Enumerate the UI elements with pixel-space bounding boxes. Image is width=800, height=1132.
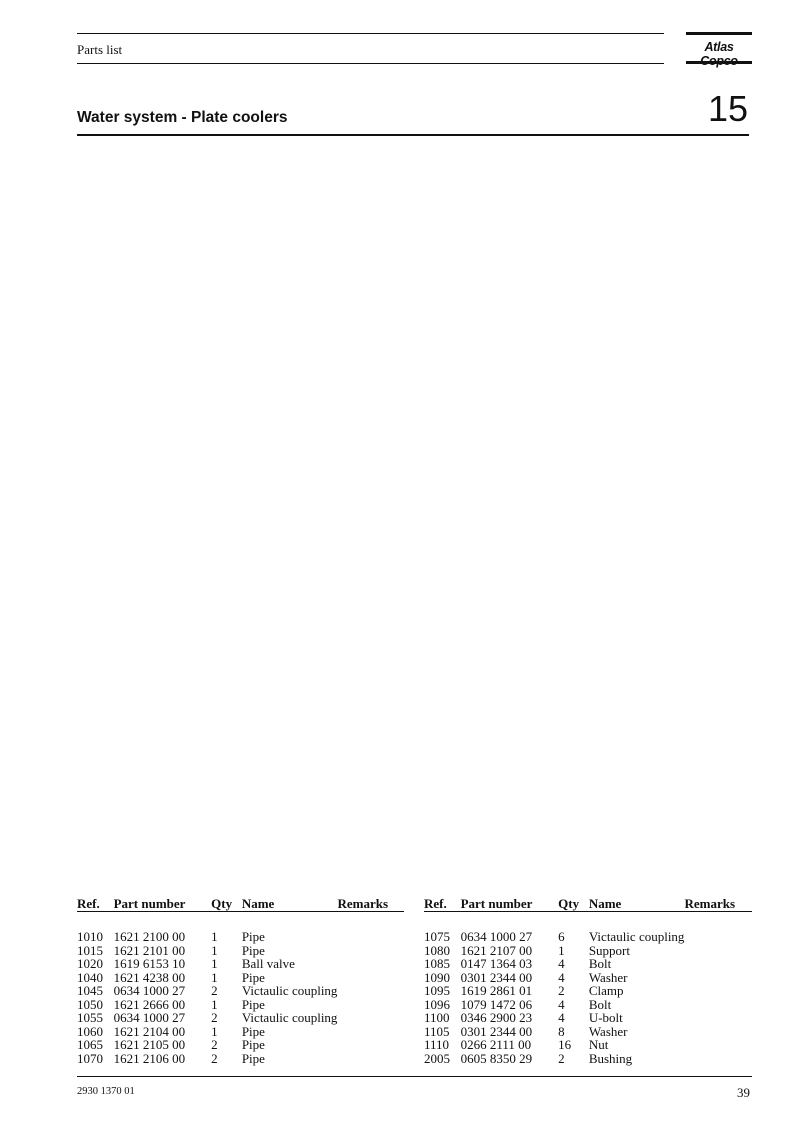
cell-part-number: 1621 2100 00: [113, 929, 186, 944]
cell-name: Washer: [588, 1023, 628, 1039]
table-row: [77, 1038, 388, 1052]
cell-remarks: [684, 1038, 735, 1052]
cell-part-number: 1619 6153 10: [113, 956, 186, 971]
cell-name: Victaulic coupling: [241, 1010, 338, 1025]
section-number: 15: [707, 88, 748, 129]
cell-name: Pipe: [241, 1037, 265, 1052]
cell-name: Pipe: [241, 942, 265, 958]
cell-remarks: [684, 984, 735, 998]
cell-qty: 6: [558, 929, 565, 944]
cell-qty: 4: [558, 996, 565, 1012]
table-row: [424, 944, 735, 958]
cell-qty: 1: [211, 956, 218, 971]
cell-part-number: 1079 1472 06: [460, 996, 533, 1012]
column-header-name: Name: [241, 896, 275, 911]
cell-part-number: 1621 4238 00: [113, 969, 186, 985]
cell-part-number: 0301 2344 00: [460, 969, 533, 985]
cell-part-number: 1621 2101 00: [113, 942, 186, 958]
table-row: [424, 957, 735, 971]
cell-qty: 2: [211, 1037, 218, 1052]
cell-part-number: 1621 2107 00: [460, 942, 533, 958]
table-row: [77, 998, 388, 1012]
cell-name: Nut: [588, 1037, 609, 1052]
cell-ref: 1070: [77, 1050, 103, 1066]
table-row: [77, 984, 388, 998]
cell-qty: 4: [558, 956, 565, 971]
table-spacer-row: [424, 912, 735, 930]
table-row: [424, 1025, 735, 1039]
logo-text: Atlas: [704, 40, 734, 54]
cell-name: Bushing: [588, 1050, 633, 1066]
header-bottom-rule: [77, 63, 664, 64]
column-header-ref: Ref.: [424, 896, 447, 911]
cell-part-number: 0634 1000 27: [113, 983, 186, 998]
cell-ref: 1055: [77, 1010, 103, 1025]
atlas-copco-logo: [686, 32, 752, 64]
header-top-rule: [77, 33, 664, 34]
cell-part-number: 1621 2666 00: [113, 996, 186, 1012]
cell-name: Washer: [588, 969, 628, 985]
cell-ref: 1100: [424, 1010, 450, 1025]
column-header-ref: Ref.: [77, 896, 100, 911]
cell-part-number: 1621 2106 00: [113, 1050, 186, 1066]
cell-remarks: [684, 930, 735, 944]
cell-qty: 16: [558, 1037, 572, 1052]
cell-ref: 1010: [77, 929, 103, 944]
cell-part-number: 1621 2105 00: [113, 1037, 186, 1052]
cell-part-number: 0605 8350 29: [460, 1050, 533, 1066]
cell-ref: 1090: [424, 969, 450, 985]
cell-remarks: [337, 957, 388, 971]
cell-qty: 8: [558, 1023, 565, 1039]
cell-qty: 1: [211, 942, 218, 958]
column-header-remarks: Remarks: [684, 896, 735, 911]
cell-ref: 1080: [424, 942, 450, 958]
cell-ref: 1065: [77, 1037, 103, 1052]
table-row: [424, 1038, 735, 1052]
cell-qty: 2: [211, 983, 218, 998]
illustration-area: [77, 140, 749, 880]
cell-remarks: [684, 998, 735, 1012]
cell-name: Victaulic coupling: [588, 929, 685, 944]
cell-ref: 1075: [424, 929, 450, 944]
cell-ref: 1020: [77, 956, 103, 971]
cell-ref: 1105: [424, 1023, 450, 1039]
parts-table-right: [424, 896, 735, 1065]
cell-part-number: 1621 2104 00: [113, 1023, 186, 1039]
section-title: Water system - Plate coolers: [77, 109, 288, 126]
column-header-part-number: Part number: [460, 896, 533, 911]
cell-remarks: [337, 944, 388, 958]
table-left-header-rule: [77, 911, 404, 912]
cell-name: Ball valve: [241, 956, 295, 971]
column-header-name: Name: [588, 896, 622, 911]
table-row: [77, 957, 388, 971]
table-row: [424, 1052, 735, 1066]
cell-remarks: [684, 1025, 735, 1039]
cell-remarks: [337, 1011, 388, 1025]
cell-ref: 1040: [77, 969, 103, 985]
table-row: [77, 944, 388, 958]
cell-name: Victaulic coupling: [241, 983, 338, 998]
cell-ref: 1060: [77, 1023, 103, 1039]
table-row: [424, 1011, 735, 1025]
cell-ref: 1085: [424, 956, 450, 971]
cell-remarks: [337, 1052, 388, 1066]
cell-qty: 2: [211, 1010, 218, 1025]
cell-qty: 4: [558, 969, 565, 985]
table-header-row: [424, 896, 735, 912]
cell-name: Bolt: [588, 996, 612, 1012]
cell-remarks: [337, 1025, 388, 1039]
cell-ref: 1045: [77, 983, 103, 998]
cell-remarks: [337, 1038, 388, 1052]
cell-name: Pipe: [241, 929, 265, 944]
table-row: [77, 1052, 388, 1066]
table-spacer-row: [77, 912, 388, 930]
cell-remarks: [684, 971, 735, 985]
cell-remarks: [684, 1011, 735, 1025]
cell-qty: 2: [558, 1050, 565, 1066]
parts-table-left: [77, 896, 388, 1065]
cell-qty: 1: [211, 996, 218, 1012]
cell-name: Clamp: [588, 983, 624, 998]
cell-name: Support: [588, 942, 630, 958]
cell-part-number: 0147 1364 03: [460, 956, 533, 971]
column-header-remarks: Remarks: [337, 896, 388, 911]
column-header-qty: Qty: [558, 896, 580, 911]
cell-part-number: 0634 1000 27: [113, 1010, 186, 1025]
cell-name: U-bolt: [588, 1010, 623, 1025]
spacer-cell: [424, 912, 735, 930]
cell-name: Pipe: [241, 996, 265, 1012]
footer-page-number: 39: [737, 1085, 750, 1100]
cell-remarks: [337, 998, 388, 1012]
table-right-header-rule: [424, 911, 752, 912]
cell-qty: 2: [558, 983, 565, 998]
table-row: [77, 1011, 388, 1025]
cell-name: Pipe: [241, 969, 265, 985]
cell-qty: 1: [211, 1023, 218, 1039]
cell-qty: 1: [558, 942, 565, 958]
cell-part-number: 0301 2344 00: [460, 1023, 533, 1039]
table-row: [77, 1025, 388, 1039]
cell-remarks: [684, 1052, 735, 1066]
cell-ref: 1096: [424, 996, 450, 1012]
table-row: [424, 930, 735, 944]
table-row: [424, 971, 735, 985]
cell-name: Pipe: [241, 1023, 265, 1039]
cell-qty: 1: [211, 969, 218, 985]
cell-part-number: 1619 2861 01: [460, 983, 533, 998]
table-row: [424, 998, 735, 1012]
cell-ref: 1050: [77, 996, 103, 1012]
cell-remarks: [684, 944, 735, 958]
cell-name: Pipe: [241, 1050, 265, 1066]
cell-remarks: [337, 930, 388, 944]
cell-qty: 4: [558, 1010, 565, 1025]
cell-ref: 2005: [424, 1050, 450, 1066]
cell-remarks: [337, 984, 388, 998]
cell-ref: 1095: [424, 983, 450, 998]
footer-rule: [77, 1076, 752, 1077]
cell-remarks: [684, 957, 735, 971]
table-row: [77, 930, 388, 944]
column-header-part-number: Part number: [113, 896, 186, 911]
table-row: [424, 984, 735, 998]
footer-document-number: 2930 1370 01: [77, 1086, 135, 1097]
table-header-row: [77, 896, 388, 912]
table-row: [77, 971, 388, 985]
header-label: Parts list: [77, 42, 123, 57]
spacer-cell: [77, 912, 388, 930]
cell-part-number: 0634 1000 27: [460, 929, 533, 944]
cell-part-number: 0266 2111 00: [460, 1037, 532, 1052]
cell-remarks: [337, 971, 388, 985]
cell-qty: 2: [211, 1050, 218, 1066]
title-rule: [77, 134, 749, 136]
column-header-qty: Qty: [211, 896, 233, 911]
cell-name: Bolt: [588, 956, 612, 971]
cell-qty: 1: [211, 929, 218, 944]
cell-ref: 1015: [77, 942, 103, 958]
cell-ref: 1110: [424, 1037, 450, 1052]
cell-part-number: 0346 2900 23: [460, 1010, 533, 1025]
